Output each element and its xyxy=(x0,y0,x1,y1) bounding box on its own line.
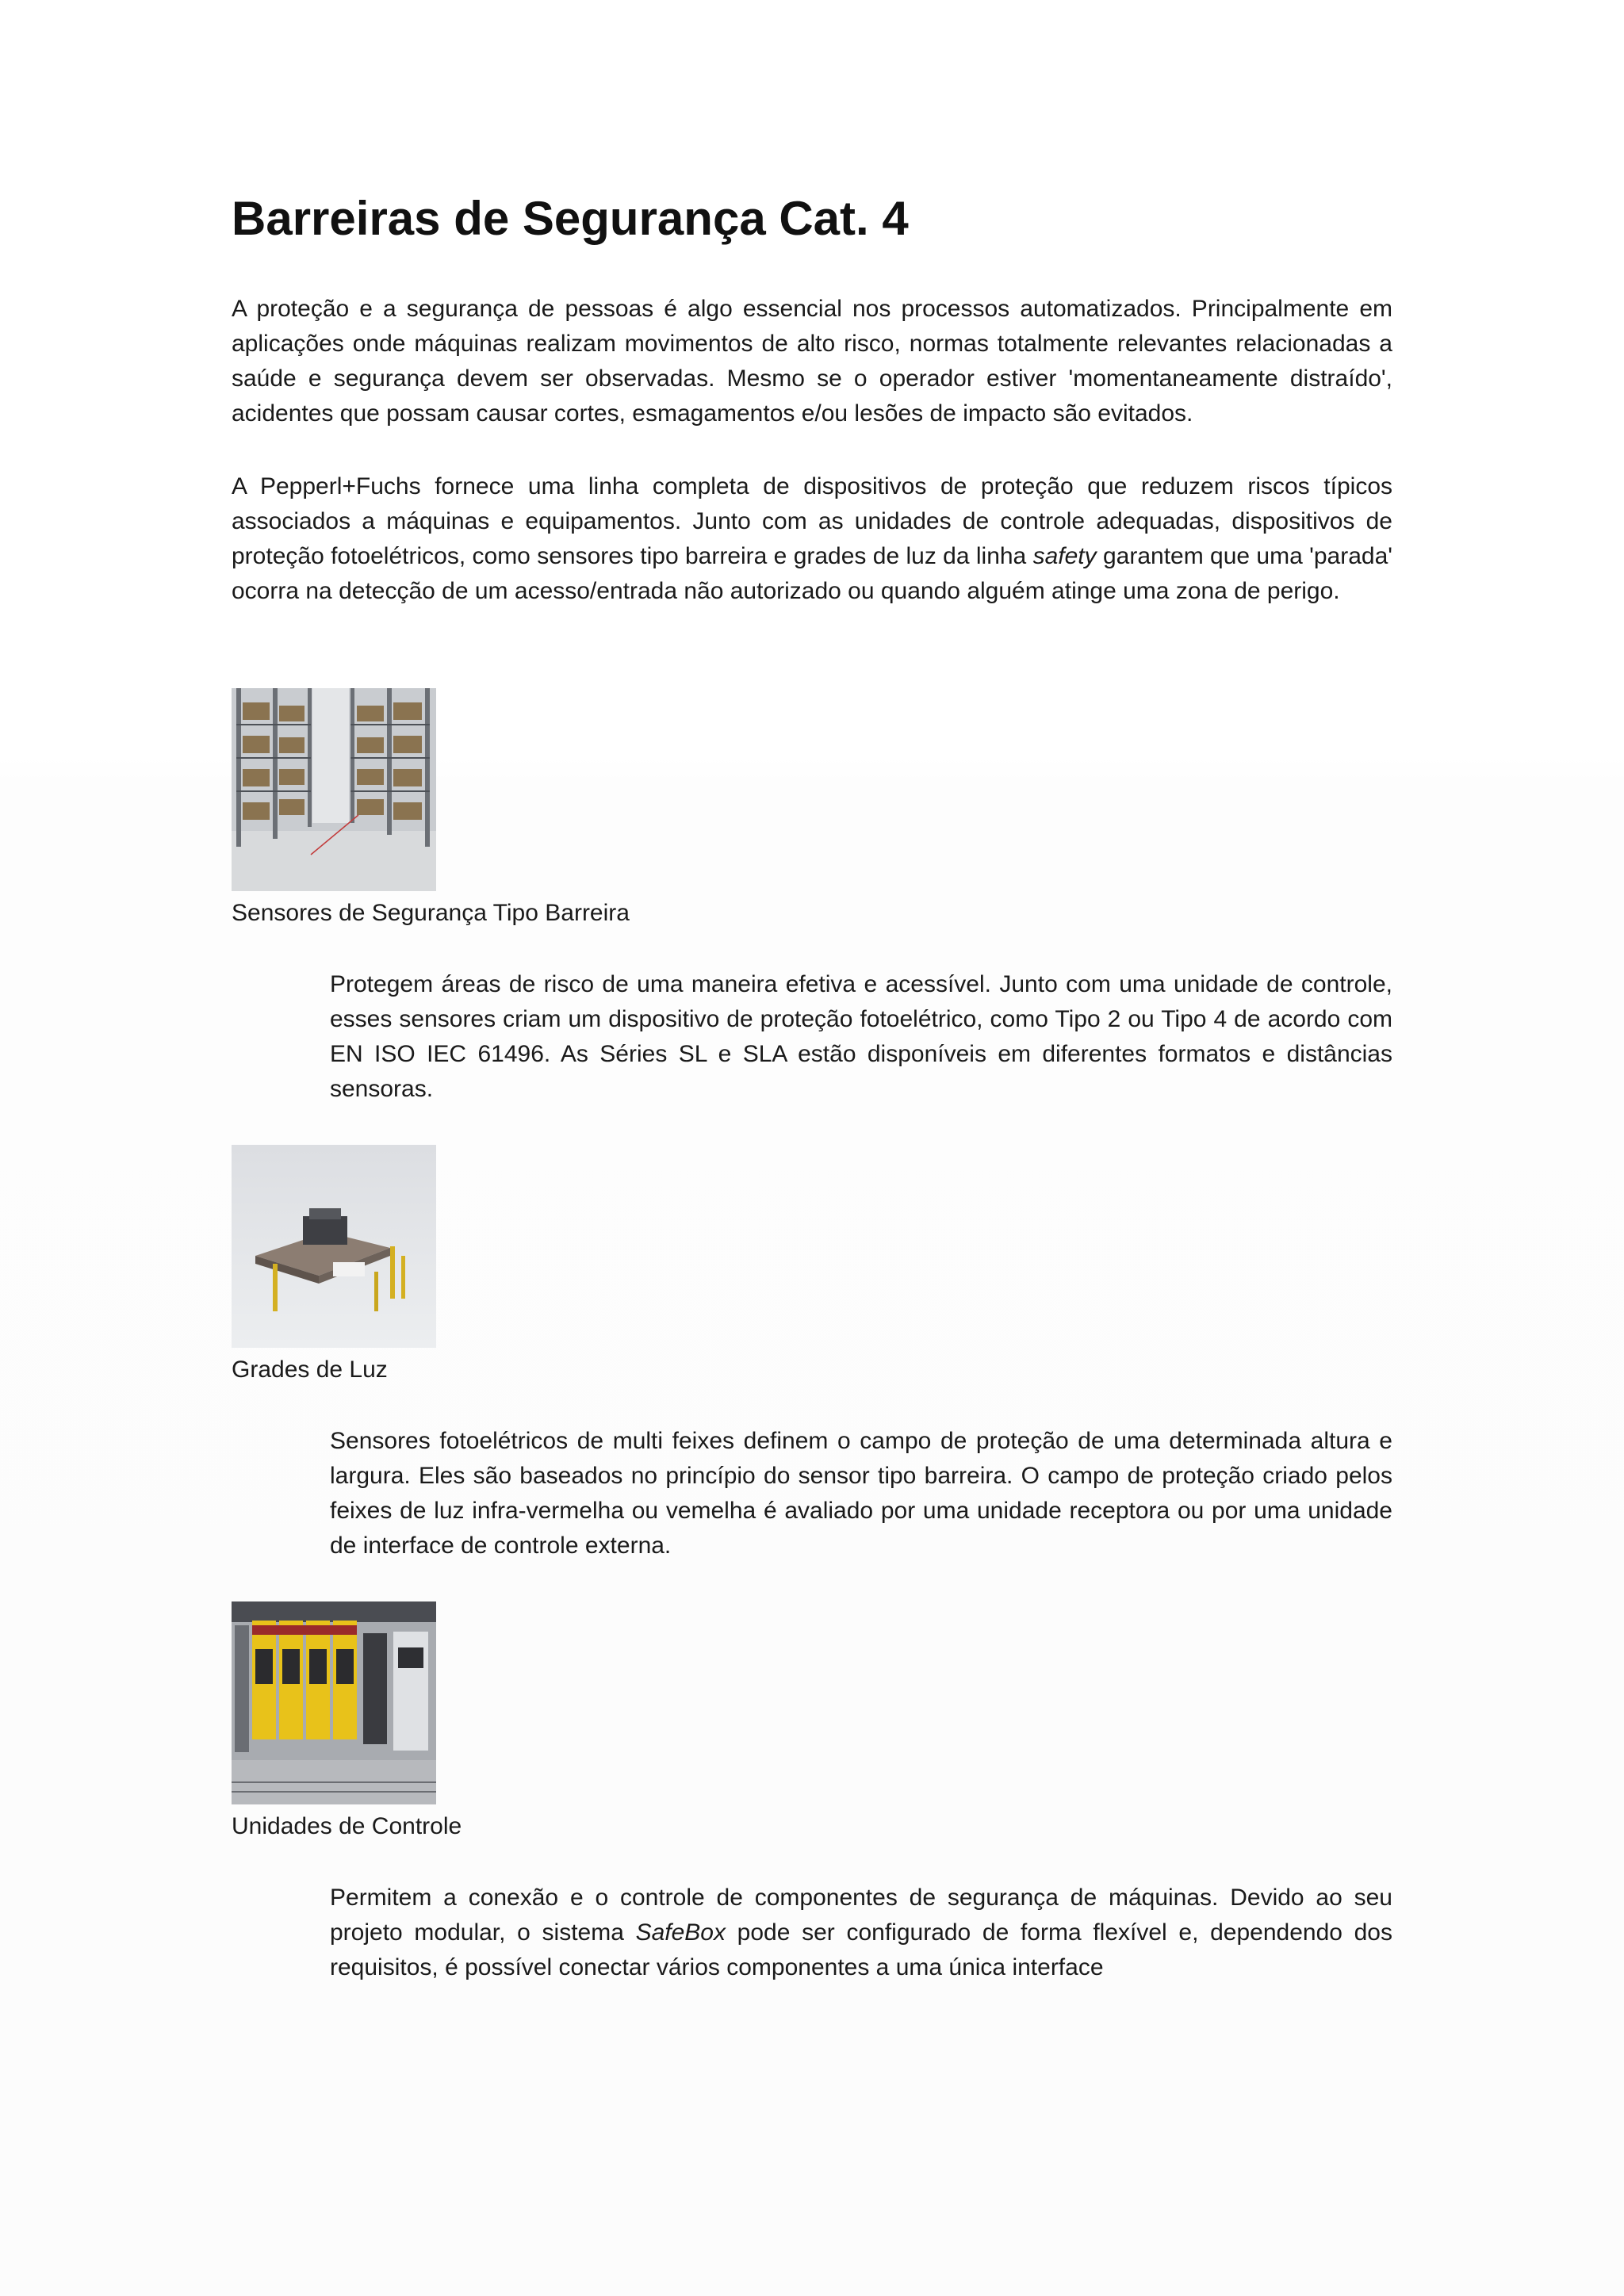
section-text-b: pode ser configurado de forma flexível e, dependendo dos requisitos, é possível conectar vários componentes a uma única interface xyxy=(330,1919,1392,1980)
intro-paragraph-1: A proteção e a segurança de pessoas é algo essencial nos processos automatizados. Principalmente em aplicações onde máquinas realizam movimentos de alto risco, normas totalmente relevantes relacionadas a saúde e segurança devem ser observadas. Mesmo se o operador estiver 'momentaneamente distraído', acidentes que possam causar cortes, esmagamentos e/ou lesões de impacto são evitados. xyxy=(232,296,1392,427)
intro-paragraph-2-text-b: garantem que uma 'parada' ocorra na detecção de um acesso/entrada não autorizado ou quando alguém atinge uma zona de perigo. xyxy=(232,543,1392,604)
section-text: Sensores fotoelétricos de multi feixes definem o campo de proteção de uma determinada altura e largura. Eles são baseados no princípio do sensor tipo barreira. O campo de proteção criado pelos feixes de luz infra-vermelha ou vemelha é avaliado por uma unidade receptora ou por uma unidade de interface de controle externa. xyxy=(330,1428,1392,1559)
intro-paragraph-2-italic: safety xyxy=(1032,543,1097,569)
page-title: Barreiras de Segurança Cat. 4 xyxy=(232,192,909,245)
section-text xyxy=(330,1881,1392,1985)
section-caption: Sensores de Segurança Tipo Barreira xyxy=(232,900,630,926)
section-text-italic: SafeBox xyxy=(635,1919,726,1946)
document-content xyxy=(232,190,1392,2023)
control-units-image xyxy=(232,1601,436,1804)
section-barrier-sensors xyxy=(232,688,1392,1107)
section-light-grids xyxy=(232,1145,1392,1563)
intro-paragraph-2 xyxy=(232,469,1392,609)
section-caption: Grades de Luz xyxy=(232,1357,388,1383)
intro-paragraph-2-text-a: A Pepperl+Fuchs fornece uma linha completa de dispositivos de proteção que reduzem riscos típicos associados a máquinas e equipamentos. Junto com as unidades de controle adequadas, dispositivos de proteção fotoelétricos, como sensores tipo barreira e grades de luz da linha xyxy=(232,473,1392,569)
light-grid-machine-image xyxy=(232,1145,436,1348)
section-text-a: Permitem a conexão e o controle de componentes de segurança de máquinas. Devido ao seu projeto modular, o sistema xyxy=(330,1885,1392,1946)
section-text: Protegem áreas de risco de uma maneira efetiva e acessível. Junto com uma unidade de controle, esses sensores criam um dispositivo de proteção fotoelétrico, como Tipo 2 ou Tipo 4 de acordo com EN ISO IEC 61496. As Séries SL e SLA estão disponíveis em diferentes formatos e distâncias sensoras. xyxy=(330,971,1392,1102)
section-caption: Unidades de Controle xyxy=(232,1813,462,1839)
warehouse-shelving-image xyxy=(232,688,436,891)
spacer xyxy=(232,647,1392,688)
section-control-units xyxy=(232,1601,1392,1985)
